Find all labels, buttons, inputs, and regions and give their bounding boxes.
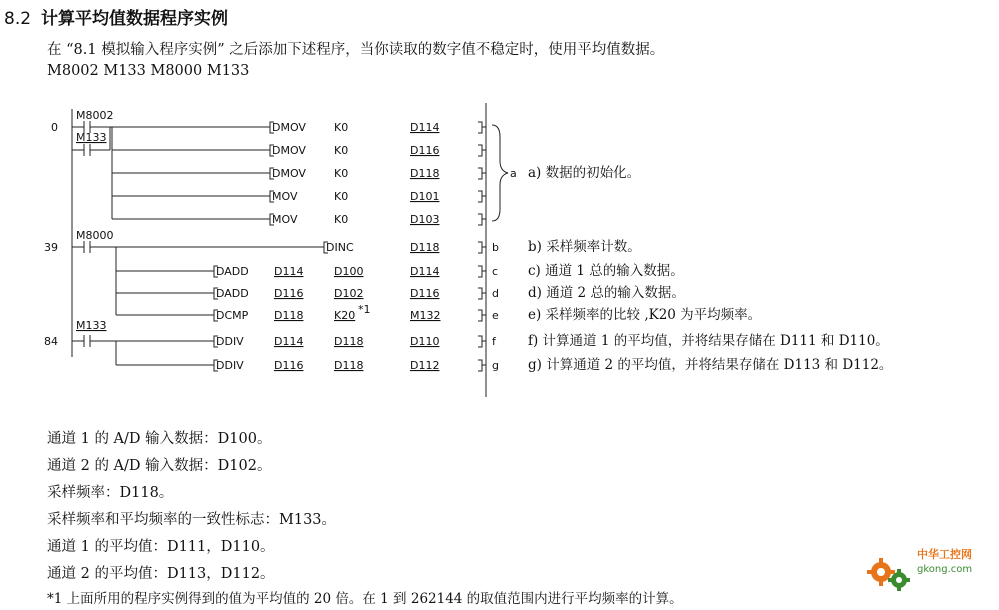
- section-number: 8.2: [4, 9, 32, 29]
- row-tag: f: [492, 335, 496, 348]
- contact-symbol: [72, 335, 214, 347]
- note-line: 通道 2 的 A/D 输入数据：D102。: [47, 458, 272, 474]
- group-brace: [492, 125, 508, 221]
- description-a: a) 数据的初始化。: [528, 165, 641, 181]
- row-tag: d: [492, 287, 499, 300]
- instruction-row: [216, 287, 499, 300]
- operand: D100: [334, 265, 364, 278]
- row-tag: b: [492, 241, 499, 254]
- operand: K0: [334, 213, 349, 226]
- operand: D118: [334, 359, 364, 372]
- instruction-op: MOV: [272, 190, 298, 203]
- site-watermark: [865, 544, 985, 596]
- note-line: 通道 1 的平均值：D111，D110。: [47, 539, 275, 555]
- description-c: c) 通道 1 总的输入数据。: [528, 263, 684, 279]
- watermark-title: 中华工控网: [917, 548, 972, 561]
- instruction-row: [326, 241, 499, 254]
- instruction-op: MOV: [272, 213, 298, 226]
- operand: D103: [410, 213, 440, 226]
- operand: D114: [410, 121, 440, 134]
- contact-label: M8002: [76, 109, 114, 122]
- operand: D116: [274, 359, 304, 372]
- instruction-op: DDIV: [216, 359, 244, 372]
- operand: D114: [274, 265, 304, 278]
- row-tag: c: [492, 265, 499, 278]
- note-line: 通道 2 的平均值：D113，D112。: [47, 566, 275, 582]
- row-tag: e: [492, 309, 499, 322]
- instruction-row: [272, 121, 439, 134]
- description-e: e) 采样频率的比较 ,K20 为平均频率。: [528, 307, 762, 323]
- footnote: *1 上面所用的程序实例得到的值为平均值的 20 倍。在 1 到 262144 的取值范围内进行平均频率的计算。: [47, 591, 683, 607]
- operand: D118: [334, 335, 364, 348]
- row-tag: a: [510, 167, 517, 180]
- row-tag: g: [492, 359, 499, 372]
- description-b: b) 采样频率计数。: [528, 239, 641, 255]
- step-number: 39: [44, 241, 58, 254]
- instruction-row: [272, 167, 439, 180]
- operand: K0: [334, 167, 349, 180]
- instruction-op: DCMP: [216, 309, 249, 322]
- operand: D112: [410, 359, 440, 372]
- contact-label: M133: [76, 319, 107, 332]
- contact-symbol: [72, 241, 324, 253]
- operand: D102: [334, 287, 364, 300]
- instruction-op: DINC: [326, 241, 354, 254]
- watermark-url: gkong.com: [917, 564, 973, 575]
- operand: K0: [334, 144, 349, 157]
- description-g: g) 计算通道 2 的平均值，并将结果存储在 D113 和 D112。: [528, 357, 893, 373]
- intro-text: 在 “8.1 模拟输入程序实例” 之后添加下述程序，当你读取的数字值不稳定时，使用平均值数据。: [47, 42, 665, 58]
- instruction-op: DADD: [216, 287, 249, 300]
- operand: D116: [410, 287, 440, 300]
- instruction-brackets: [478, 122, 486, 371]
- instruction-op: DADD: [216, 265, 249, 278]
- relay-list: M8002 M133 M8000 M133: [47, 63, 250, 79]
- contact-label: M8000: [76, 229, 114, 242]
- operand: M132: [410, 309, 441, 322]
- instruction-row: [216, 265, 498, 278]
- contact-label: M133: [76, 131, 107, 144]
- operand: D118: [274, 309, 304, 322]
- operand: K20: [334, 309, 356, 322]
- instruction-row: [216, 359, 499, 372]
- operand: D118: [410, 241, 440, 254]
- operand: K0: [334, 190, 349, 203]
- instruction-row: [272, 213, 439, 226]
- note-line: 通道 1 的 A/D 输入数据：D100。: [47, 431, 272, 447]
- description-f: f) 计算通道 1 的平均值，并将结果存储在 D111 和 D110。: [528, 333, 889, 349]
- instruction-row: [216, 303, 499, 322]
- step-number: 0: [51, 121, 58, 134]
- instruction-row: [216, 335, 497, 348]
- operand: D101: [410, 190, 440, 203]
- operand: D110: [410, 335, 440, 348]
- operand: D114: [274, 335, 304, 348]
- instruction-op: DMOV: [272, 144, 306, 157]
- operand: K0: [334, 121, 349, 134]
- note-line: 采样频率：D118。: [47, 485, 174, 501]
- instruction-row: [272, 190, 439, 203]
- instruction-op: DMOV: [272, 167, 306, 180]
- operand: D116: [274, 287, 304, 300]
- instruction-row: [272, 144, 439, 157]
- section-heading: [4, 4, 228, 29]
- gear-logo-icon: [865, 544, 915, 594]
- step-number: 84: [44, 335, 58, 348]
- description-d: d) 通道 2 总的输入数据。: [528, 285, 685, 301]
- instruction-op: DMOV: [272, 121, 306, 134]
- note-line: 采样频率和平均频率的一致性标志：M133。: [47, 512, 337, 528]
- instruction-op: DDIV: [216, 335, 244, 348]
- operand: D114: [410, 265, 440, 278]
- ladder-diagram: [0, 95, 999, 415]
- footnote-mark: *1: [358, 303, 371, 316]
- section-title: 计算平均值数据程序实例: [41, 9, 229, 29]
- operand: D118: [410, 167, 440, 180]
- operand: D116: [410, 144, 440, 157]
